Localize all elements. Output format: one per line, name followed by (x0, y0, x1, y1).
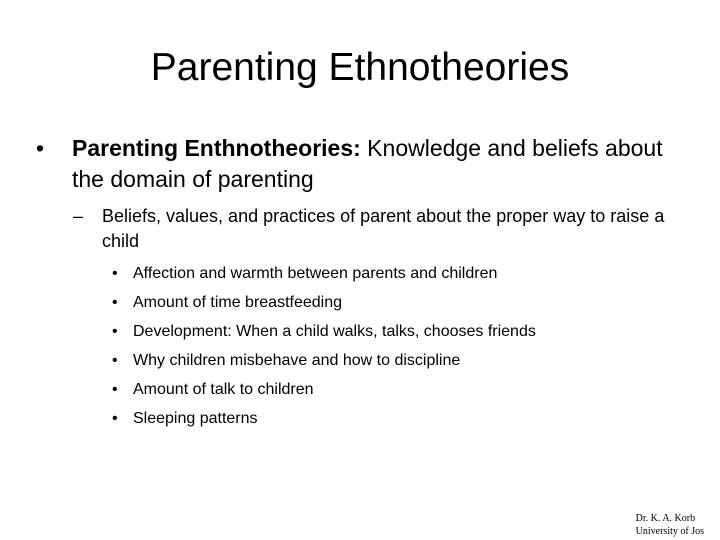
author-affiliation: University of Jos (635, 526, 704, 537)
list-item-text: Affection and warmth between parents and children (133, 265, 498, 282)
slide-title: Parenting Ethnotheories (150, 46, 570, 89)
list-item-text: Amount of time breastfeeding (133, 294, 343, 311)
main-bullet (36, 133, 686, 195)
list-item-text: Why children misbehave and how to discipline (133, 352, 461, 369)
bullet-marker: • (112, 265, 118, 282)
dash-marker: – (73, 206, 84, 226)
list-item (112, 346, 672, 375)
list-item-text: Development: When a child walks, talks, chooses friends (133, 323, 536, 340)
list-item (112, 288, 672, 317)
list-item (112, 259, 672, 288)
sub-bullet-text: Beliefs, values, and practices of parent about the proper way to raise a child (102, 206, 665, 251)
list-item-text: Amount of talk to children (133, 381, 314, 398)
bullet-marker: • (112, 352, 118, 369)
author-name: Dr. K. A. Korb (635, 513, 696, 524)
list-item (112, 317, 672, 346)
sub-sub-bullet-list (112, 259, 672, 433)
author-credit (636, 512, 704, 538)
sub-bullet (73, 204, 693, 254)
list-item-text: Sleeping patterns (133, 410, 258, 427)
bullet-marker: • (112, 381, 118, 398)
bullet-marker: • (112, 294, 118, 311)
main-bullet-term: Parenting Enthnotheories: (72, 135, 361, 161)
main-bullet-definition: Knowledge and beliefs about the domain of parenting (72, 135, 663, 192)
bullet-marker: • (112, 410, 118, 427)
bullet-marker: • (112, 323, 118, 340)
list-item (112, 404, 672, 433)
main-bullet-text (36, 133, 686, 195)
bullet-marker: • (36, 135, 45, 161)
list-item (112, 375, 672, 404)
